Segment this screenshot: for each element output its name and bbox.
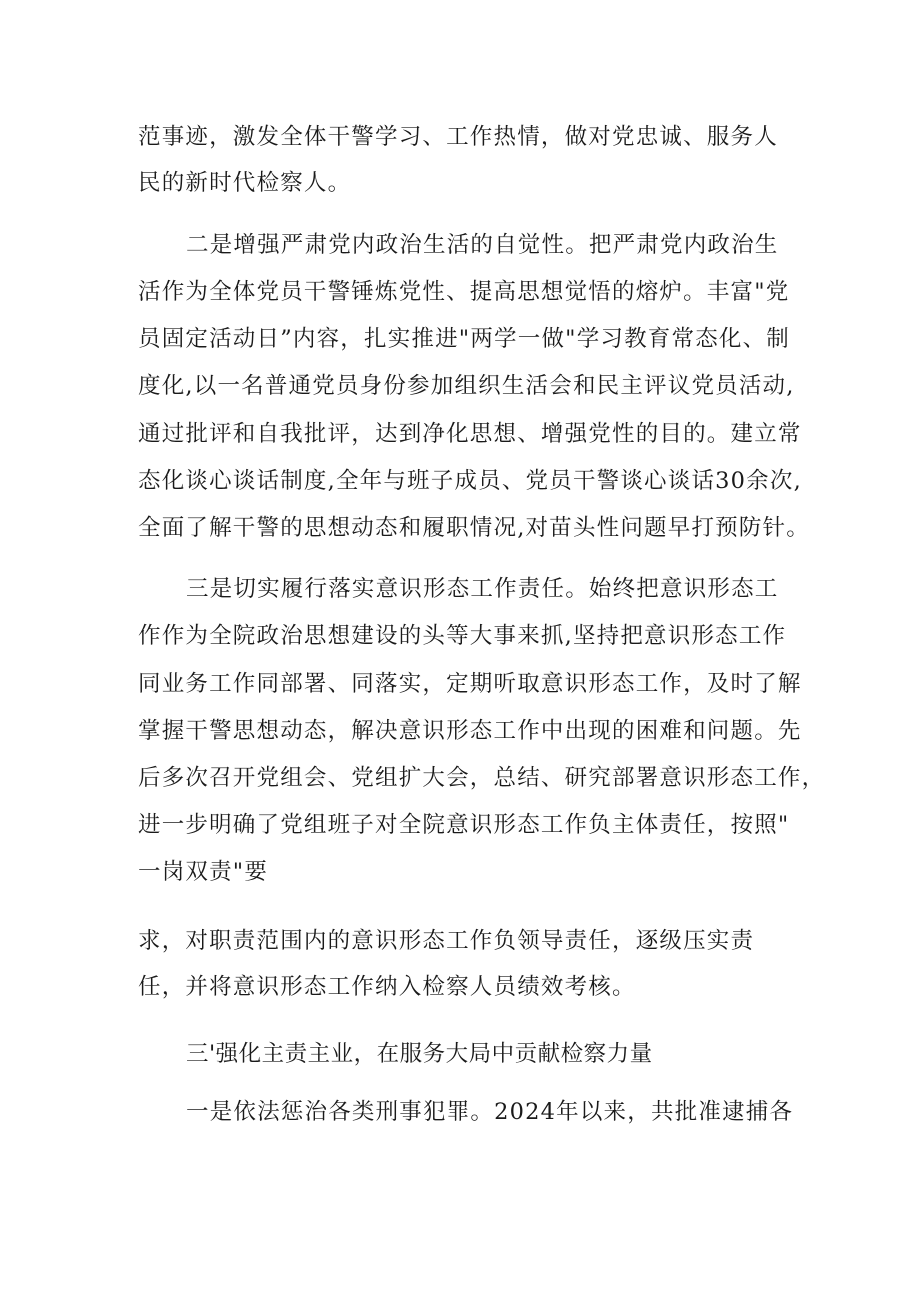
paragraph-line: 后多次召开党组会、党组扩大会，总结、研究部署意识形态工作，: [138, 765, 826, 791]
paragraph-line: 任，并将意识形态工作纳入检察人员绩效考核。: [138, 974, 636, 1000]
paragraph-line: 态化谈心谈话制度,全年与班子成员、党员干警谈心谈话30余次,: [138, 468, 802, 494]
section-heading: 三'强化主责主业，在服务大局中贡献检察力量: [186, 1041, 653, 1067]
paragraph-line: 全面了解干警的思想动态和履职情况,对苗头性问题早打预防针。: [138, 515, 810, 541]
paragraph-line: 民的新时代检察人。: [138, 170, 352, 196]
paragraph-line: 范事迹，激发全体干警学习、工作热情，做对党忠诚、服务人: [138, 124, 778, 150]
paragraph-line: 同业务工作同部署、同落实，定期听取意识形态工作，及时了解: [138, 671, 802, 697]
paragraph-line: 度化,以一名普通党员身份参加组织生活会和民主评议党员活动,: [138, 373, 795, 399]
paragraph-line: 活作为全体党员干警锤炼党性、提高思想觉悟的熔炉。丰富"党: [138, 279, 790, 305]
paragraph-line: 掌握干警思想动态，解决意识形态工作中出现的困难和问题。先: [138, 718, 802, 744]
paragraph-line: 一是依法惩治各类刑事犯罪。2024年以来，共批准逮捕各: [186, 1099, 794, 1125]
paragraph-line: 三是切实履行落实意识形态工作责任。始终把意识形态工: [186, 576, 779, 602]
paragraph-line: 进一步明确了党组班子对全院意识形态工作负主体责任，按照": [138, 812, 790, 838]
paragraph-line: 通过批评和自我批评，达到净化思想、增强党性的目的。建立常: [138, 421, 802, 447]
paragraph-line: 二是增强严肃党内政治生活的自觉性。把严肃党内政治生: [186, 232, 779, 258]
paragraph-line: 员固定活动日”内容，扎实推进"两学一做"学习教育常态化、制: [138, 326, 791, 352]
paragraph-line: 一岗双责"要: [138, 859, 269, 885]
paragraph-line: 求，对职责范围内的意识形态工作负领导责任，逐级压实责: [138, 928, 755, 954]
paragraph-line: 作作为全院政治思想建设的头等大事来抓,坚持把意识形态工作: [138, 623, 787, 649]
